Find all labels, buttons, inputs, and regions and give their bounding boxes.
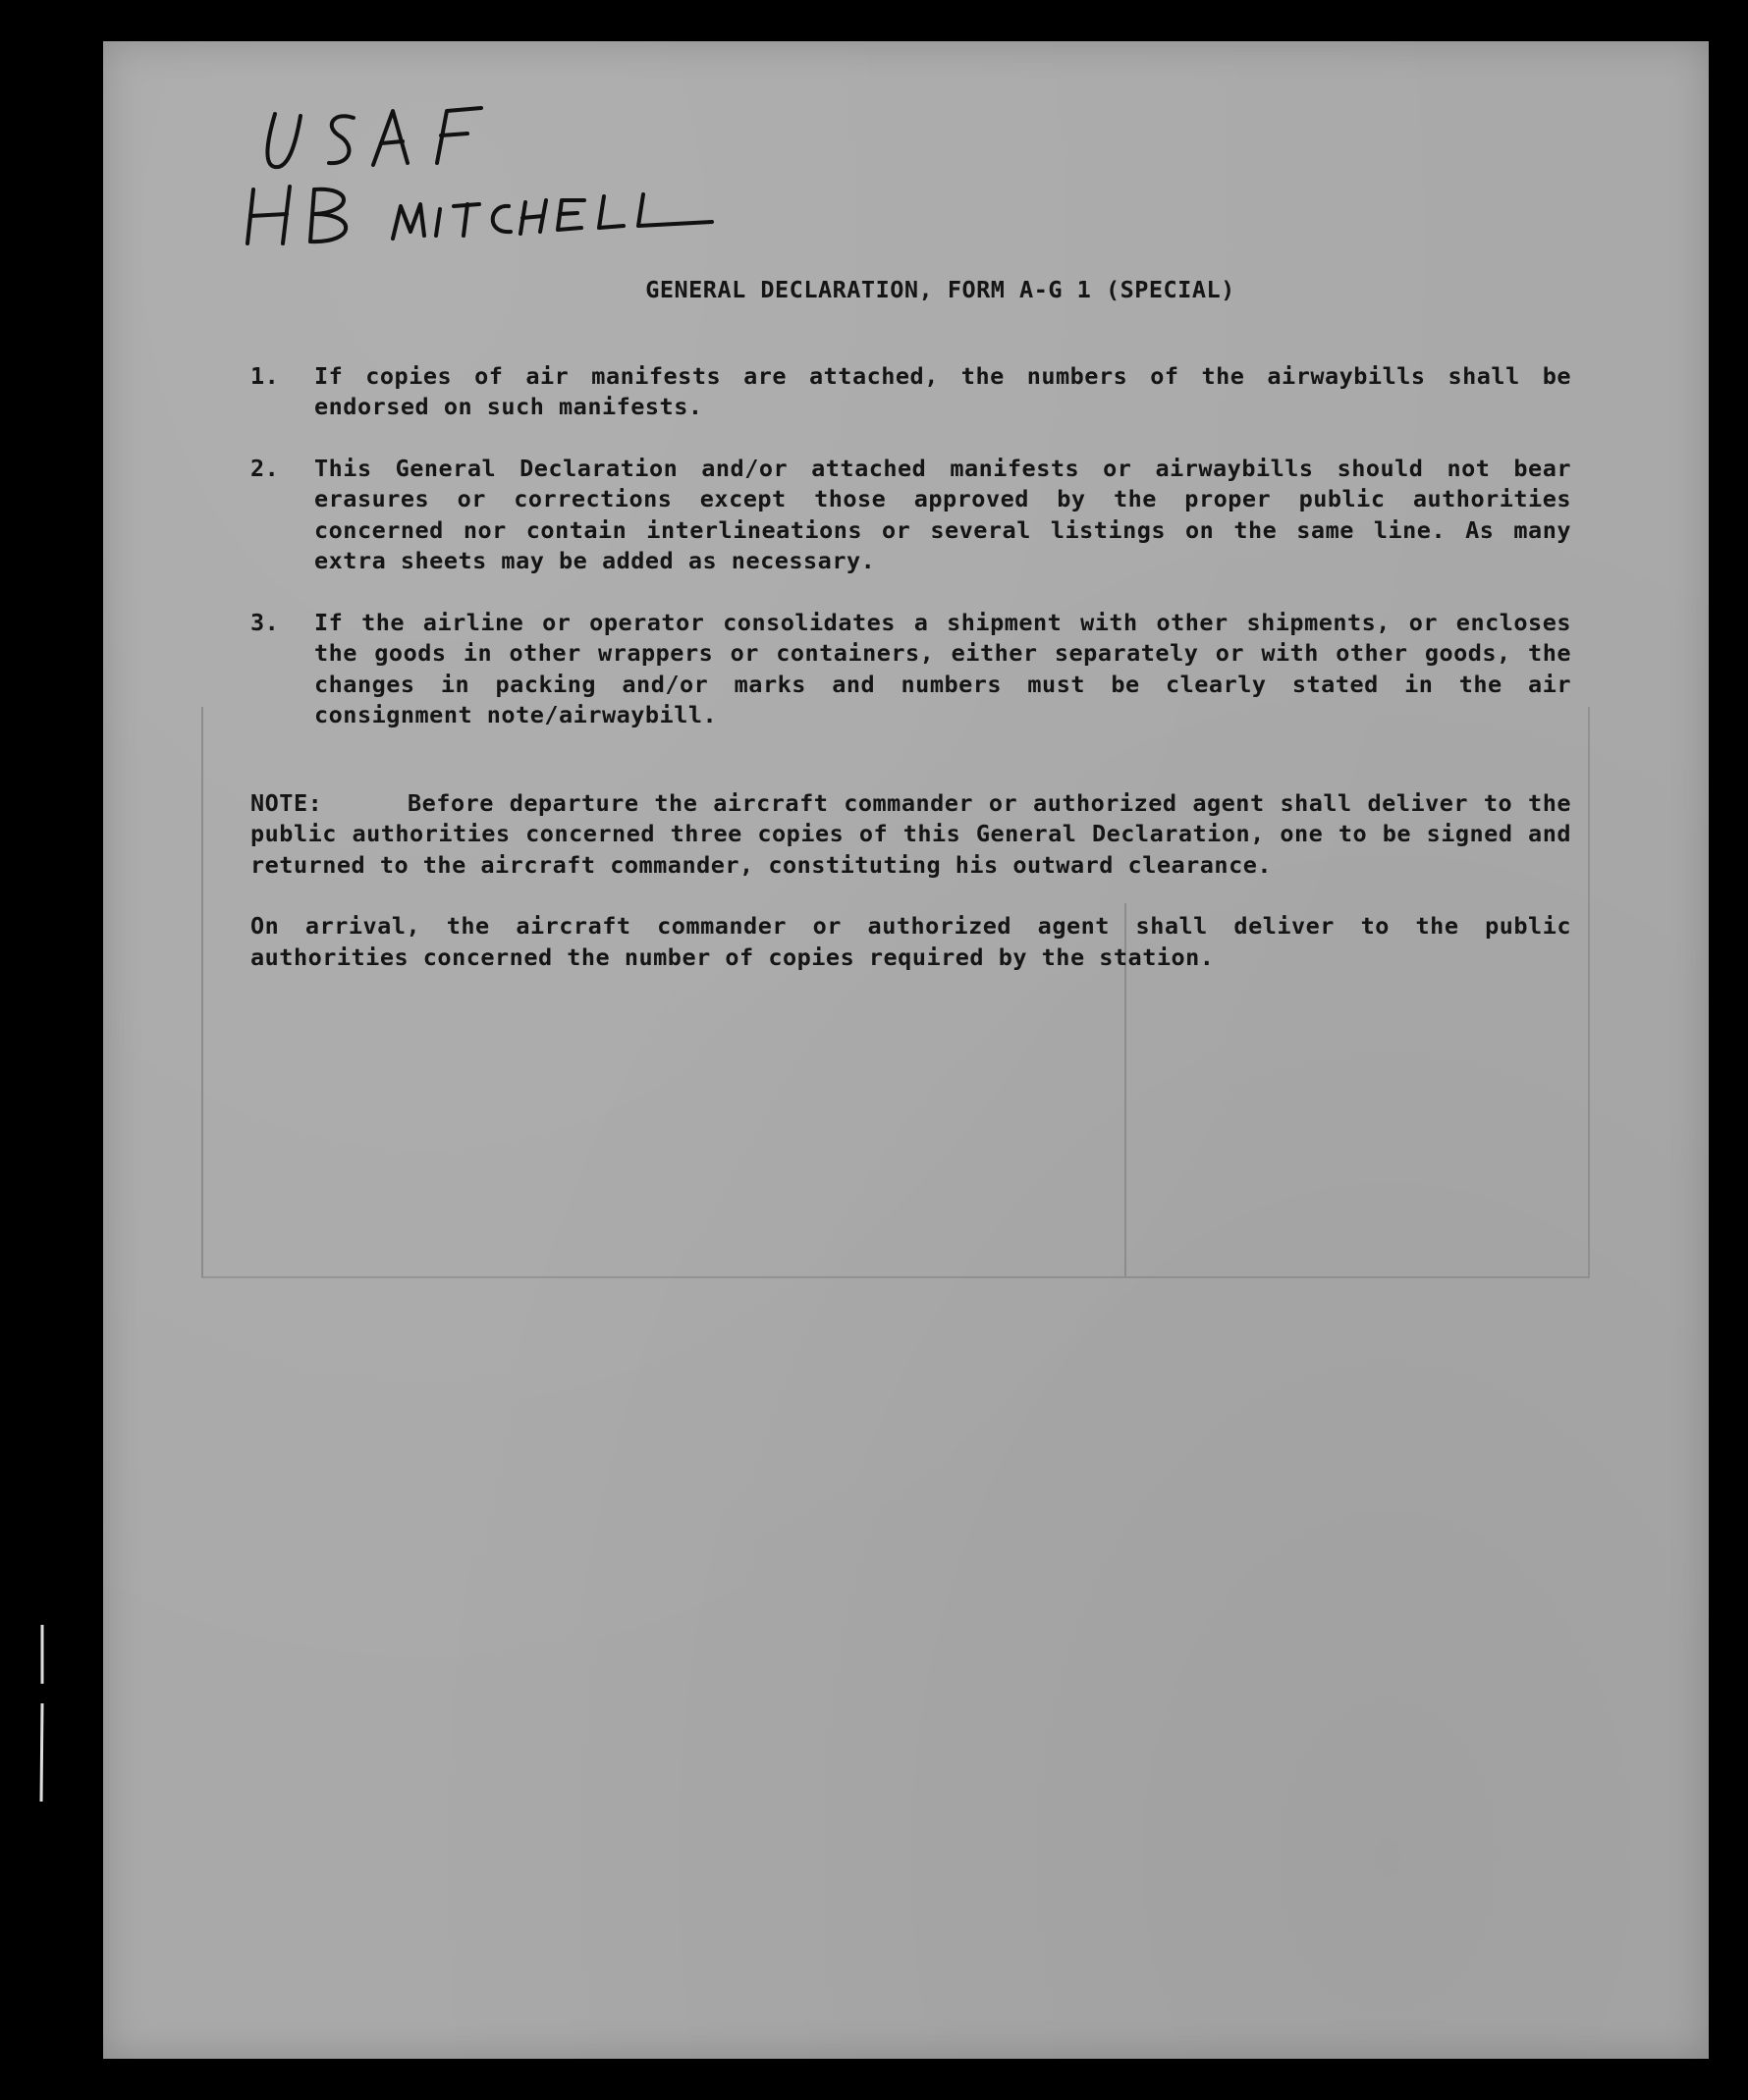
- note-paragraph: [250, 788, 1571, 882]
- note-label: NOTE:: [250, 788, 323, 817]
- note-text: Before departure the aircraft commander or authorized agent shall deliver to the public authorities concerned three copies of this General Declaration, one to be signed and returned to the aircraft commander, constituting his outward clearance.: [250, 788, 1571, 879]
- arrival-paragraph: On arrival, the aircraft commander or authorized agent shall deliver to the public authorities concerned the number of copies required by the station.: [250, 912, 1571, 971]
- item-number: 1.: [250, 361, 280, 390]
- handwritten-annotation: [246, 96, 756, 263]
- list-item: [250, 361, 1571, 423]
- list-item: [250, 608, 1571, 731]
- declaration-instructions: [250, 275, 1571, 973]
- item-text: If copies of air manifests are attached, the numbers of the airwaybills shall be endorsed on such manifests.: [314, 361, 1571, 420]
- page-title: GENERAL DECLARATION, FORM A-G 1 (SPECIAL): [645, 276, 1235, 303]
- item-text: If the airline or operator consolidates a shipment with other shipments, or encloses the goods in other wrappers or containers, either separately or with other goods, the changes in packing and/or marks and numbers must be clearly stated in the air consignment note/airwaybill.: [314, 608, 1571, 728]
- item-number: 3.: [250, 608, 280, 636]
- list-item: [250, 454, 1571, 577]
- item-text: This General Declaration and/or attached manifests or airwaybills should not bear erasures or corrections except those approved by the proper public authorities concerned nor contain interlineations or several listings on the same line. As many extra sheets may be added as necessary.: [314, 454, 1571, 574]
- item-number: 2.: [250, 454, 280, 482]
- scan-edge-mark: [39, 1625, 45, 1802]
